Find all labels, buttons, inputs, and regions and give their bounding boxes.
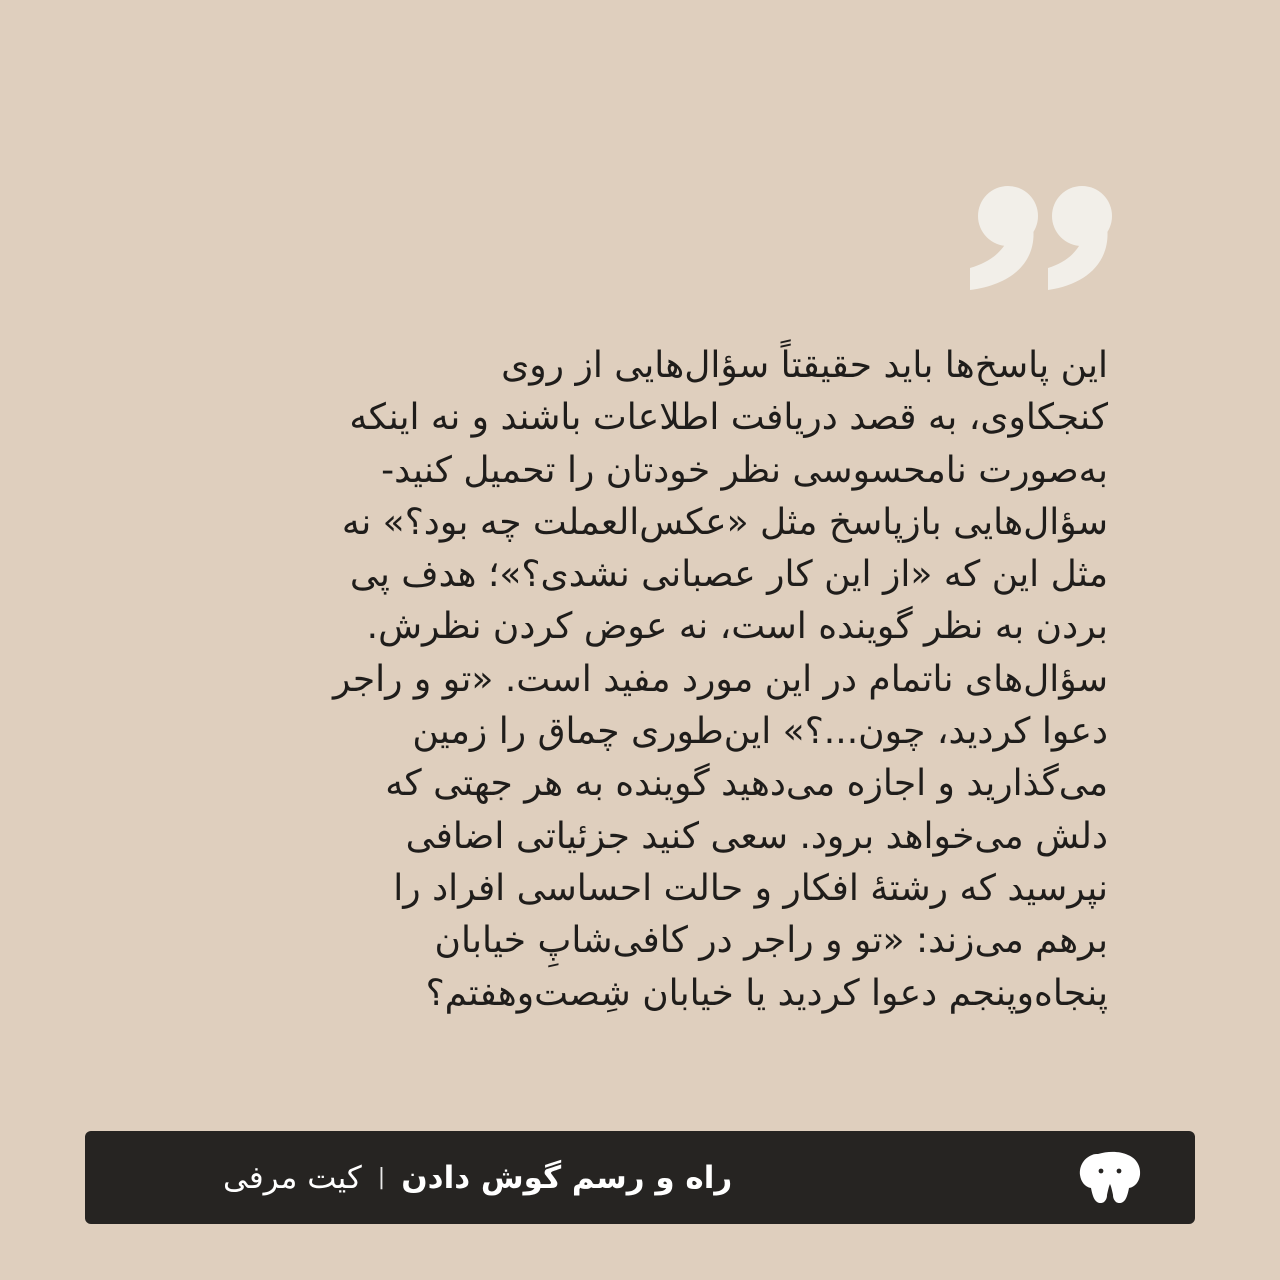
author-name: کیت مرفی (223, 1159, 362, 1196)
quote-line: می‌گذارید و اجازه می‌دهید گوینده به هر جهتی که (385, 763, 1108, 805)
quote-line: دلش می‌خواهد برود. سعی کنید جزئیاتی اضافی (405, 815, 1108, 857)
elephant-logo-icon (1078, 1150, 1142, 1206)
quote-line: دعوا کردید، چون...؟» این‌طوری چماق را زمین (412, 711, 1108, 753)
quote-line: کنجکاوی، به قصد دریافت اطلاعات باشند و نه اینکه (349, 397, 1108, 439)
quote-mark-icon (960, 180, 1120, 300)
quote-line: سؤال‌هایی بازپاسخ مثل «عکس‌العملت چه بود؟» نه (341, 501, 1108, 543)
quote-line: برهم می‌زند: «تو و راجر در کافی‌شاپِ خیابان (434, 920, 1108, 962)
meta-divider: | (377, 1165, 386, 1190)
book-meta (223, 1131, 732, 1224)
quote-line: این پاسخ‌ها باید حقیقتاً سؤال‌هایی از روی (501, 345, 1108, 386)
quote-line: پنجاه‌وپنجم دعوا کردید یا خیابان شِصت‌وهفتم؟ (425, 972, 1108, 1014)
footer-bar (85, 1131, 1195, 1224)
quote-line: مثل این که «از این کار عصبانی نشدی؟»؛ هدف پی (349, 554, 1108, 596)
quote-line: نپرسید که رشتهٔ افکار و حالت احساسی افراد را (393, 867, 1108, 909)
quote-line: بردن به نظر گوینده است، نه عوض کردن نظرش. (366, 606, 1108, 648)
book-title: راه و رسم گوش دادن (401, 1159, 733, 1196)
quote-text (148, 340, 1108, 1020)
quote-line: به‌صورت نامحسوسی نظر خودتان را تحمیل کنید- (381, 449, 1108, 491)
quote-line: سؤال‌های ناتمام در این مورد مفید است. «تو و راجر (332, 658, 1108, 700)
